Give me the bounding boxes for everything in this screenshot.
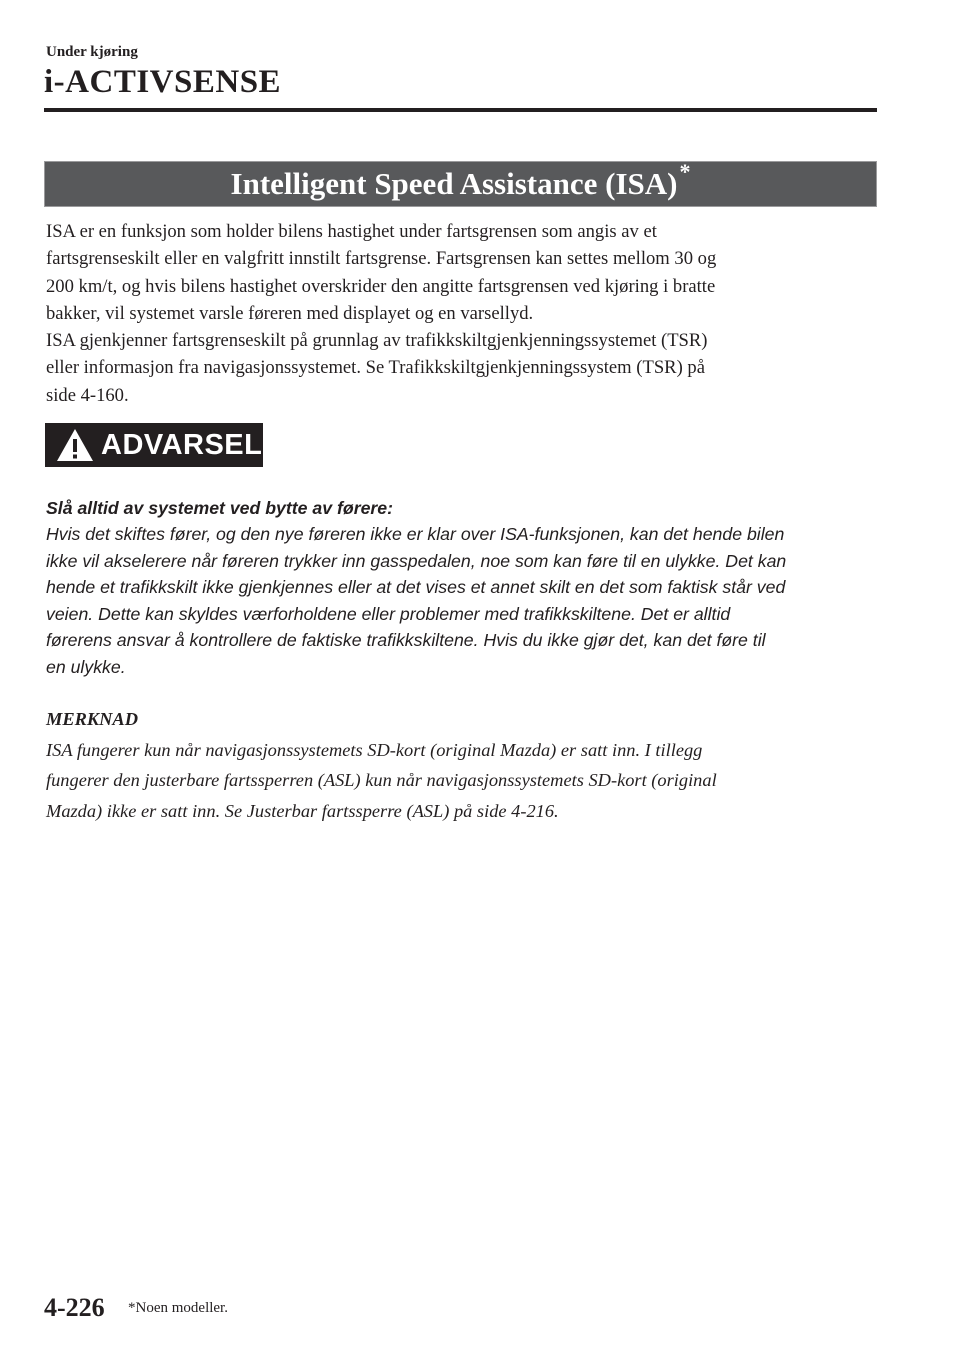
warning-badge xyxy=(45,423,263,467)
warning-heading: Slå alltid av systemet ved bytte av førere: xyxy=(46,498,394,518)
text-line: 200 km/t, og hvis bilens hastighet overskrider den angitte fartsgrensen ved kjøring i bratte xyxy=(46,275,716,297)
note-body xyxy=(46,735,717,826)
text-line: førerens ansvar å kontrollere de faktiske trafikkskiltene. Hvis du ikke gjør det, kan det føre til xyxy=(46,630,766,651)
text-line: fungerer den justerbare fartssperren (ASL) kun når navigasjonssystemets SD-kort (original xyxy=(46,770,717,791)
text-line: bakker, vil systemet varsle føreren med displayet og en varsellyd. xyxy=(46,303,534,325)
text-line: ISA er en funksjon som holder bilens hastighet under fartsgrensen som angis av et xyxy=(46,221,657,242)
text-line: veien. Dette kan skyldes værforholdene eller problemer med trafikkskiltene. Det er alltid xyxy=(46,603,731,624)
section-label: Under kjøring xyxy=(46,44,138,60)
text-line: ISA fungerer kun når navigasjonssystemets SD-kort (original Mazda) er satt inn. I tillegg xyxy=(46,740,703,760)
text-line: hende et trafikkskilt ikke gjenkjennes eller at det vises et annet skilt en det som faktisk står ved xyxy=(46,577,786,598)
header-divider xyxy=(44,108,877,112)
text-line: Hvis det skiftes fører, og den nye føreren ikke er klar over ISA-funksjonen, kan det hende bilen xyxy=(46,524,785,544)
footnote-marker: * xyxy=(679,159,691,184)
section-title-bar xyxy=(44,161,877,207)
intro-paragraph xyxy=(46,218,876,328)
warning-triangle-icon xyxy=(55,427,95,463)
text-line: ikke vil akselerere når føreren trykker inn gasspedalen, noe som kan føre til en ulykke. Det kan xyxy=(46,550,787,571)
warning-label: ADVARSEL xyxy=(101,428,263,461)
text-line: side 4-160. xyxy=(46,384,129,406)
text-line: ISA gjenkjenner fartsgrenseskilt på grunnlag av trafikkskiltgjenkjenningssystemet (TSR) xyxy=(46,330,708,351)
section-title: Intelligent Speed Assistance (ISA) xyxy=(230,166,678,201)
footnote: *Noen modeller. xyxy=(128,1300,228,1316)
note-heading: MERKNAD xyxy=(46,709,138,729)
text-line: fartsgrenseskilt eller en valgfritt innstilt fartsgrense. Fartsgrensen kan settes mellom 30 og xyxy=(46,248,717,270)
text-line: eller informasjon fra navigasjonssystemet. Se Trafikkskiltgjenkjenningssystem (TSR) på xyxy=(46,357,705,379)
text-line: en ulykke. xyxy=(46,656,126,677)
isa-recognition-paragraph xyxy=(46,327,876,409)
page-number: 4-226 xyxy=(44,1293,105,1322)
text-line: Mazda) ikke er satt inn. Se Justerbar fartssperre (ASL) på side 4-216. xyxy=(46,800,559,821)
warning-body xyxy=(46,521,876,681)
chapter-title: i-ACTIVSENSE xyxy=(44,64,282,100)
